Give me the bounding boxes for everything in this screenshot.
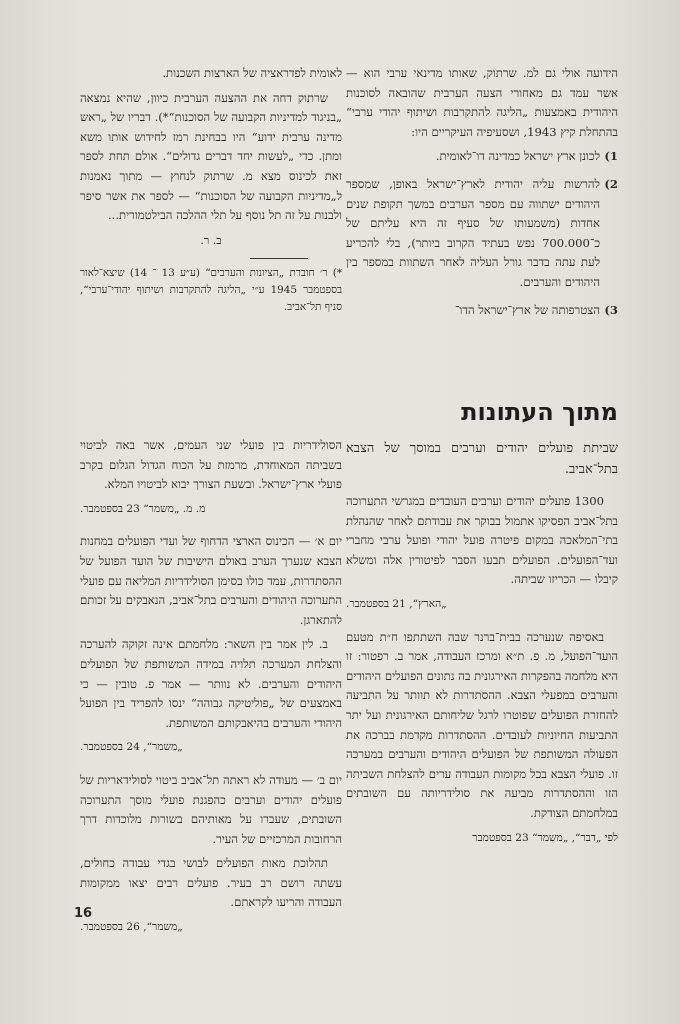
author-signature: ב. ר. (200, 233, 222, 247)
spacer (80, 524, 342, 532)
source-citation: „הארץ“, 21 בספטמבר. (346, 597, 447, 610)
page-number: 16 (74, 906, 93, 921)
list-text: לכונן ארץ ישראל כמדינה דו־לאומית. (435, 149, 600, 164)
source-citation: לפי „דבר“, „משמר“ 23 בספטמבר (472, 831, 618, 844)
article-paragraph: 1300 פועלים יהודים וערבים העובדים במגרשי התערוכה בתל־אביב הפסיקו אתמול בבוקר את עבודתם לאחר שהנהלת בתי־המלאכה במקום פיטרה פועל יהודי ופועל ערבי מחברי ועד־הפועלים. הפועלים תבעו הסבר לפיטורין אלה ומשלא קיבלו — הכריזו שביתה. (346, 494, 618, 587)
list-item (346, 175, 618, 293)
continued-paragraph: לאומית לפדראציה של הארצות השכנות. (162, 66, 342, 80)
article-paragraph: תהלוכת מאות הפועלים לבושי בגדי עבודה כחולים, עשתה רושם רב בעיר. פועלים רבים יצאו ממקומות העבודה והריעו לקראתם. (80, 856, 342, 910)
article-paragraph: ב. לין אמר בין השאר: מלחמתם אינה זקוקה להערכה והצלחת המערכה תלויה במידה המשותפת של הפועלים היהודים והערבים. לא נוותר — אמר פ. טובין — כי באמצעים של „פוליטיקה גבוהה“ ינסו להפריד בין הפועל היהודי והערבים בהיאבקותם המשותפת. (80, 637, 342, 730)
article-paragraph: הסולידריות בין פועלי שני העמים, אשר באה לביטוי בשביתה המאוחדת, מרמזת על הכוח הגדול הגלום בקרב פועלי ארץ־ישראל. ובשעת הצורך יבוא לביטויו המלא. (80, 438, 342, 492)
list-number: 1) (604, 149, 618, 164)
spacer (80, 763, 342, 771)
list-text: הצטרפותה של ארץ־ישראל הדו־ (454, 302, 600, 317)
section-title: מתוך העתונות (461, 398, 618, 426)
source-citation: „משמר“, 26 בספטמבר. (80, 921, 183, 934)
spacer (346, 620, 618, 628)
list-text: להרשות עליה יהודית לארץ־ישראל באופן, שמספר היהודים ישתווה עם מספר הערבים במשך תקופת שנים אחדות (משמעותו של סעיף זה היא עליתם של כ־700.000 נפש בעתיד הקרוב ביותר), בלי להכריע לעת עתה בדבר גורל העליה לאחר השתוות במספר בין היהודים והערבים. (346, 176, 600, 289)
source-citation: מ. מ. „משמר“ 23 בספטמבר. (80, 502, 206, 515)
left-column-top (80, 64, 342, 321)
article-paragraph: שרתוק דחה את ההצעה הערבית כיוון, שהיא נמצאה „בניגוד למדיניות הקבועה של הסוכנות“*). דבריו של „ראש מדינה ערבית ידוע“ היו בבחינת רמז לחידוש אותו משא ומתן. כדי „לעשות יחד דברים גדולים“. אולם תחת לספר זאת לכינוס מצא מ. שרתוק לנחוץ — מתוך נאמנות ל„מדיניות הקבועה של הסוכנות“ — לספר את אשר סיפר ולבנות על זה תל נוסף על תלי ההלכה הבילטמורית... (80, 90, 342, 223)
article-headline: שביתת פועלים יהודים וערבים במוסך של הצבא בתל־אביב. (346, 441, 618, 477)
left-column-bottom (80, 436, 342, 943)
article-paragraph: יום ב׳ — מעודה לא ראתה תל־אביב ביטוי לסולידאריות של פועלים יהודים וערבים כהפגנת פועלי מוסך התערוכה השובתים, שעברו על מאותיהם בשורות מלוכדות דרך הרחובות המרכזיים של העיר. (80, 772, 342, 846)
list-item (346, 147, 618, 167)
right-column-bottom (346, 438, 618, 853)
list-number: 3) (604, 302, 618, 317)
footnote: *) ר׳ חוברת „הציונות והערבים“ (ע״ע 13 ־ 14) שיצא־לאור בספטמבר 1945 ע״י „הליגה להתקרבות ושיתוף יהודי־ערבי“, סניף תל־אביב. (80, 267, 342, 314)
article-paragraph: באסיפה שנערכה בבית־ברנר שבה השתתפו ח״ת מטעם הועד־הפועל, מ. פ. ת״א ומרכז העבודה, אמר ב. רפטור: זו היא מלחמה בהפקרות האירגונית בה נתונים הפועלים היהודים והערבים במפעלי הצבא. ההסתדרות לא תוותר על התביעה להחזרת הפועלים שפוטרו לרגל שליחותם האירגונית ועל יתר התביעות החיוניות לעובדים. ההסתדרות מקדמת בברכה את הפעולה המשותפת של הפועלים היהודים והערבים במערכה זו. פועלי הצבא בכל מקומות העבודה ערים להצלחת השביתה הזו וההסתדרות מביעה את סולידריותה עם השובתים במלחמתם הצודקת. (346, 629, 618, 820)
article-paragraph: יום א׳ — הכינוס הארצי הדחוף של ועדי הפועלים במחנות הצבא שנערך הערב באולם הישיבות של הועד הפועל של ההסתדרות, עמד כולו בסימן הסולידריות המליאה עם פועלי התערוכה היהודים והערבים בתל־אביב, הנאבקים על זכותם להתארגן. (80, 534, 342, 627)
source-citation: „משמר“, 24 בספטמבר. (80, 741, 183, 754)
intro-paragraph: הידועה אולי גם למ. שרתוק, שאותו מדינאי ערבי הוא — אשר עמד גם מאחורי הצעה הערבית שהובאה לסוכנות היהודית באמצעות „הליגה להתקרבות ושיתוף יהודי ערבי“ בהתחלת קיץ 1943, ושסעיפיה העיקריים היו: (346, 66, 618, 139)
right-column-top (346, 64, 618, 328)
list-item (346, 301, 618, 321)
list-number: 2) (604, 176, 618, 191)
footnote-divider (250, 258, 308, 259)
